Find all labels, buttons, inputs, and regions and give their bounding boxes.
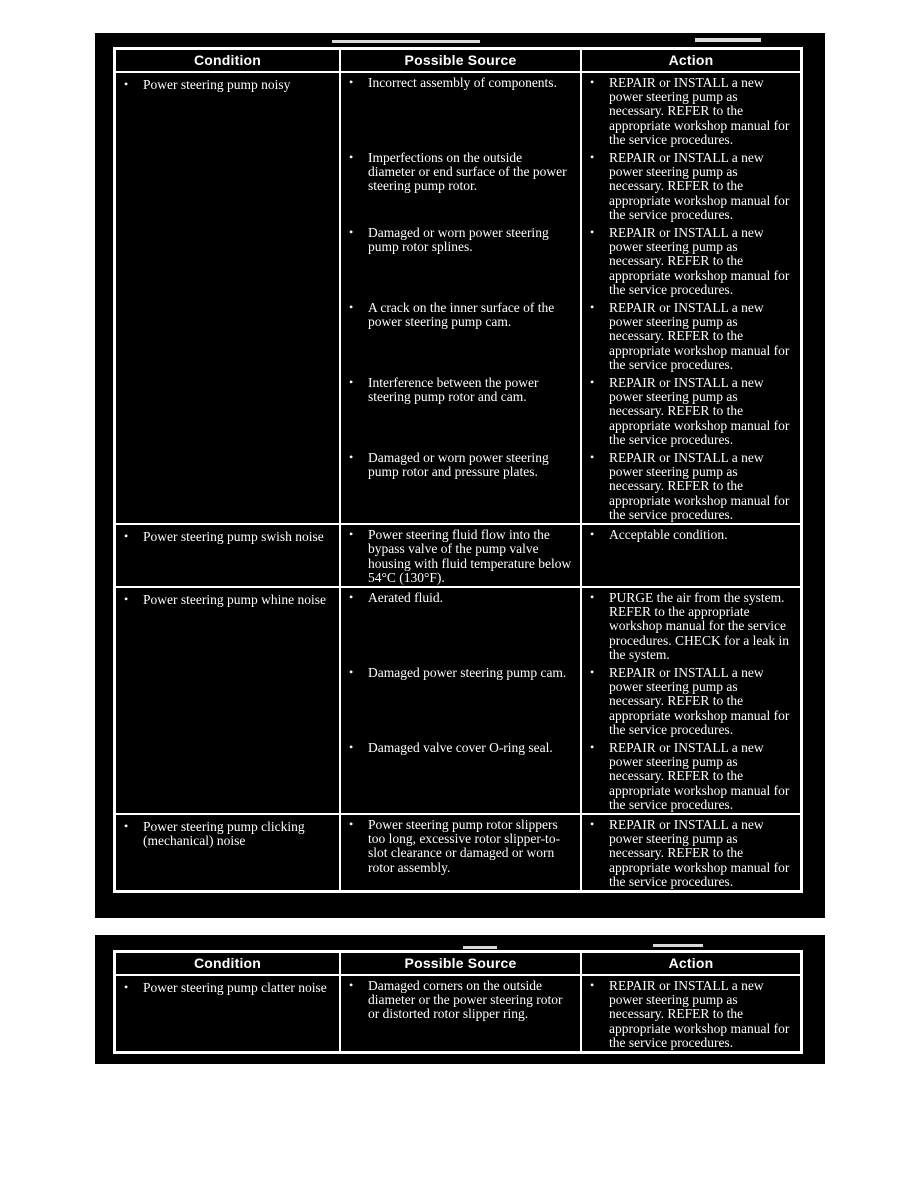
action-cell	[580, 223, 800, 298]
possible-source	[341, 223, 580, 255]
condition	[116, 817, 339, 849]
bullet-icon: •	[590, 664, 595, 679]
action-text: REPAIR or INSTALL a new power steering pump as necessary. REFER to the appropriate workshop manual for the service procedures.	[609, 739, 790, 812]
condition-cell	[116, 815, 339, 890]
source-cell	[339, 738, 580, 813]
possible-source	[341, 663, 580, 681]
possible-source-text: Damaged valve cover O-ring seal.	[368, 739, 553, 755]
source-cell	[339, 976, 580, 1051]
action	[582, 815, 800, 890]
action-cell	[580, 148, 800, 223]
bullet-icon: •	[124, 980, 129, 994]
bullet-icon: •	[349, 450, 354, 465]
bullet-icon: •	[590, 978, 595, 992]
table-header-row	[116, 953, 800, 976]
scan-block-lower	[95, 935, 825, 1064]
bullet-icon: •	[590, 589, 595, 604]
source-cell	[339, 148, 580, 223]
possible-source-text: Imperfections on the outside diameter or end surface of the power steering pump rotor.	[368, 150, 567, 194]
bullet-icon: •	[124, 818, 129, 833]
action	[582, 663, 800, 738]
source-cell	[339, 298, 580, 373]
condition-cell	[116, 73, 339, 523]
action-cell	[580, 298, 800, 373]
action-text: REPAIR or INSTALL a new power steering pump as necessary. REFER to the appropriate workshop manual for the service procedures.	[609, 375, 790, 447]
action	[582, 148, 800, 223]
column-header-action: Action	[580, 50, 800, 71]
action-text: Acceptable condition.	[609, 527, 728, 543]
possible-source	[341, 148, 580, 195]
scan-block-upper	[95, 33, 825, 918]
table-row	[116, 523, 800, 586]
bullet-icon: •	[349, 225, 354, 240]
troubleshooting-table-1	[113, 47, 803, 893]
possible-source-text: Aerated fluid.	[368, 589, 443, 605]
action-cell	[580, 73, 800, 148]
table-row	[116, 73, 800, 523]
possible-source	[341, 525, 580, 586]
action	[582, 738, 800, 813]
bullet-icon: •	[349, 75, 354, 89]
possible-source-text: Damaged power steering pump cam.	[368, 664, 567, 680]
condition-text: Power steering pump clatter noise	[143, 980, 327, 995]
possible-source-text: Damaged or worn power steering pump rotor and pressure plates.	[368, 450, 549, 480]
source-cell	[339, 448, 580, 523]
bullet-icon: •	[590, 75, 595, 89]
condition	[116, 590, 339, 608]
scan-artifact	[332, 40, 480, 43]
bullet-icon: •	[590, 300, 595, 315]
source-cell	[339, 815, 580, 890]
possible-source-text: Interference between the power steering pump rotor and cam.	[368, 375, 539, 405]
source-cell	[339, 588, 580, 663]
condition-text: Power steering pump whine noise	[143, 591, 326, 607]
condition-text: Power steering pump clicking (mechanical) noise	[143, 818, 305, 849]
action-cell	[580, 976, 800, 1051]
table-row	[116, 813, 800, 890]
action	[582, 448, 800, 523]
bullet-icon: •	[349, 527, 354, 542]
condition-cell	[116, 976, 339, 1051]
possible-source	[341, 298, 580, 330]
action-text: REPAIR or INSTALL a new power steering pump as necessary. REFER to the appropriate workshop manual for the service procedures.	[609, 978, 790, 1050]
condition-cell	[116, 588, 339, 813]
table-header-row	[116, 50, 800, 73]
bullet-icon: •	[590, 816, 595, 831]
action-cell	[580, 525, 800, 586]
bullet-icon: •	[590, 150, 595, 165]
possible-source-text: A crack on the inner surface of the power steering pump cam.	[368, 300, 555, 330]
scan-artifact	[695, 38, 761, 42]
column-header-possible-source: Possible Source	[339, 953, 580, 974]
bullet-icon: •	[590, 450, 595, 465]
table-row	[116, 976, 800, 1051]
action	[582, 588, 800, 663]
bullet-icon: •	[124, 77, 129, 91]
troubleshooting-table-2	[113, 950, 803, 1054]
action-text: REPAIR or INSTALL a new power steering pump as necessary. REFER to the appropriate workshop manual for the service procedures.	[609, 664, 790, 737]
source-cell	[339, 373, 580, 448]
condition-text: Power steering pump swish noise	[143, 529, 324, 545]
action	[582, 223, 800, 298]
source-cell	[339, 525, 580, 586]
possible-source-text: Power steering fluid flow into the bypass valve of the pump valve housing with fluid temperature below 54°C (130°F).	[368, 527, 572, 585]
bullet-icon: •	[349, 739, 354, 754]
source-cell	[339, 663, 580, 738]
action-cell	[580, 588, 800, 663]
action	[582, 525, 800, 543]
scan-artifact	[463, 946, 497, 949]
action-text: PURGE the air from the system. REFER to the appropriate workshop manual for the service procedures. CHECK for a leak in the system.	[609, 589, 789, 662]
bullet-icon: •	[349, 589, 354, 604]
action	[582, 373, 800, 448]
possible-source	[341, 738, 580, 756]
column-header-condition: Condition	[193, 52, 262, 68]
action-cell	[580, 373, 800, 448]
action	[582, 73, 800, 148]
bullet-icon: •	[349, 300, 354, 315]
bullet-icon: •	[590, 527, 595, 542]
action-text: REPAIR or INSTALL a new power steering pump as necessary. REFER to the appropriate workshop manual for the service procedures.	[609, 300, 790, 372]
bullet-icon: •	[349, 375, 354, 390]
bullet-icon: •	[124, 591, 129, 606]
source-cell	[339, 223, 580, 298]
possible-source-text: Damaged corners on the outside diameter or the power steering rotor or distorted rotor slipper ring.	[368, 978, 563, 1022]
action-text: REPAIR or INSTALL a new power steering pump as necessary. REFER to the appropriate workshop manual for the service procedures.	[609, 816, 790, 889]
action-cell	[580, 738, 800, 813]
table-row	[116, 586, 800, 813]
possible-source-text: Power steering pump rotor slippers too long, excessive rotor slipper-to-slot clearance or damaged or worn rotor assembly.	[368, 816, 561, 875]
bullet-icon: •	[590, 739, 595, 754]
action-text: REPAIR or INSTALL a new power steering pump as necessary. REFER to the appropriate workshop manual for the service procedures.	[609, 75, 790, 147]
condition-cell	[116, 525, 339, 586]
condition	[116, 978, 339, 996]
possible-source	[341, 73, 580, 91]
possible-source	[341, 588, 580, 606]
column-header-action: Action	[580, 953, 800, 974]
possible-source	[341, 976, 580, 1023]
column-header-condition: Condition	[193, 955, 262, 971]
possible-source	[341, 815, 580, 876]
action-cell	[580, 663, 800, 738]
source-cell	[339, 73, 580, 148]
condition-text: Power steering pump noisy	[143, 77, 291, 92]
action-text: REPAIR or INSTALL a new power steering pump as necessary. REFER to the appropriate workshop manual for the service procedures.	[609, 150, 790, 222]
bullet-icon: •	[349, 816, 354, 831]
possible-source	[341, 373, 580, 405]
possible-source	[341, 448, 580, 480]
action	[582, 976, 800, 1051]
possible-source-text: Damaged or worn power steering pump rotor splines.	[368, 225, 549, 255]
bullet-icon: •	[124, 529, 129, 544]
action-cell	[580, 815, 800, 890]
condition	[116, 75, 339, 93]
action-cell	[580, 448, 800, 523]
scan-artifact	[653, 944, 703, 947]
bullet-icon: •	[349, 150, 354, 165]
action-text: REPAIR or INSTALL a new power steering pump as necessary. REFER to the appropriate workshop manual for the service procedures.	[609, 450, 790, 522]
column-header-possible-source: Possible Source	[339, 50, 580, 71]
bullet-icon: •	[349, 978, 354, 992]
bullet-icon: •	[349, 664, 354, 679]
scan-artifact	[843, 35, 867, 40]
condition	[116, 527, 339, 545]
action-text: REPAIR or INSTALL a new power steering pump as necessary. REFER to the appropriate workshop manual for the service procedures.	[609, 225, 790, 297]
bullet-icon: •	[590, 225, 595, 240]
action	[582, 298, 800, 373]
bullet-icon: •	[590, 375, 595, 390]
possible-source-text: Incorrect assembly of components.	[368, 75, 557, 90]
